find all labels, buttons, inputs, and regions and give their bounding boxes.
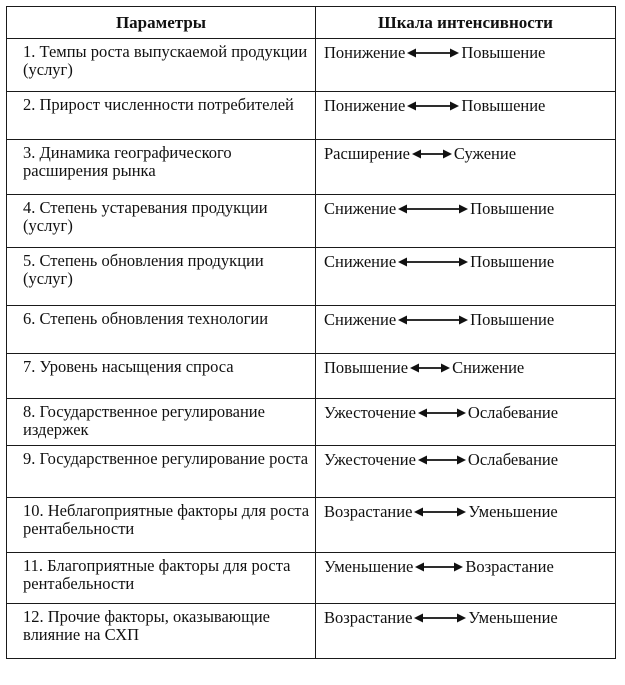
parameter-cell: 6. Степень обновления технологии [7,306,316,354]
intensity-scale-cell [316,446,616,498]
intensity-scale-cell [316,248,616,306]
scale-left-label: Ужесточение [324,450,416,469]
intensity-scale-cell [316,140,616,195]
double-headed-arrow-icon [412,148,452,160]
double-headed-arrow-icon [407,100,459,112]
intensity-scale-cell [316,498,616,553]
intensity-scale [324,358,613,378]
scale-right-label: Повышение [470,199,555,218]
parameter-cell: 1. Темпы роста выпускаемой продукции (услуг) [7,39,316,92]
parameter-cell: 2. Прирост численности потребителей [7,92,316,140]
double-headed-arrow-icon [398,314,468,326]
intensity-scale [324,557,613,577]
double-headed-arrow-icon [415,561,463,573]
scale-right-label: Повышение [461,96,546,115]
scale-right-label: Ослабевание [467,450,559,469]
table-row [7,92,616,140]
scale-right-label: Повышение [470,252,555,271]
double-headed-arrow-icon [410,362,450,374]
scale-right-label: Сужение [453,144,517,163]
table-row [7,498,616,553]
intensity-scale-cell [316,399,616,446]
intensity-scale [324,43,613,63]
table-row [7,399,616,446]
intensity-scale [324,252,613,272]
scale-left-label: Повышение [324,358,409,377]
intensity-scale [324,403,613,423]
intensity-scale-cell [316,195,616,248]
parameter-cell: 5. Степень обновления продукции (услуг) [7,248,316,306]
scale-left-label: Снижение [324,199,397,218]
table-row [7,248,616,306]
scale-left-label: Понижение [324,43,406,62]
document-page [6,6,615,678]
parameter-cell: 9. Государственное регулирование роста [7,446,316,498]
table-body [7,39,616,659]
scale-left-label: Расширение [324,144,410,163]
intensity-scale-cell [316,306,616,354]
double-headed-arrow-icon [414,612,466,624]
intensity-scale-cell [316,604,616,659]
scale-right-label: Уменьшение [468,502,558,521]
double-headed-arrow-icon [418,407,466,419]
scale-left-label: Возрастание [324,608,413,627]
double-headed-arrow-icon [398,203,468,215]
intensity-scale [324,608,613,628]
table-row [7,140,616,195]
intensity-scale-cell [316,92,616,140]
scale-right-label: Повышение [470,310,555,329]
scale-right-label: Снижение [452,358,525,377]
table-header-row [7,7,616,39]
double-headed-arrow-icon [418,454,466,466]
parameter-cell: 7. Уровень насыщения спроса [7,354,316,399]
parameter-cell: 12. Прочие факторы, оказывающие влияние на СХП [7,604,316,659]
parameter-cell: 11. Благоприятные факторы для роста рентабельности [7,553,316,604]
table-row [7,195,616,248]
scale-left-label: Снижение [324,252,397,271]
intensity-scale [324,199,613,219]
parameter-cell: 3. Динамика географического расширения рынка [7,140,316,195]
scale-right-label: Повышение [461,43,546,62]
double-headed-arrow-icon [398,256,468,268]
header-parameters: Параметры [7,7,316,39]
intensity-scale-cell [316,553,616,604]
scale-left-label: Понижение [324,96,406,115]
intensity-scale [324,450,613,470]
scale-left-label: Возрастание [324,502,413,521]
table-row [7,604,616,659]
scale-left-label: Снижение [324,310,397,329]
double-headed-arrow-icon [407,47,459,59]
intensity-scale-cell [316,39,616,92]
scale-right-label: Ослабевание [467,403,559,422]
intensity-scale [324,502,613,522]
intensity-scale-cell [316,354,616,399]
parameter-cell: 10. Неблагоприятные факторы для роста рентабельности [7,498,316,553]
table-row [7,306,616,354]
parameter-cell: 4. Степень устаревания продукции (услуг) [7,195,316,248]
table-row [7,553,616,604]
double-headed-arrow-icon [414,506,466,518]
table-row [7,354,616,399]
parameters-intensity-table [6,6,616,659]
intensity-scale [324,144,613,164]
table-row [7,39,616,92]
intensity-scale [324,96,613,116]
header-intensity-scale: Шкала интенсивности [316,7,616,39]
parameter-cell: 8. Государственное регулирование издержек [7,399,316,446]
scale-left-label: Ужесточение [324,403,416,422]
scale-right-label: Возрастание [465,557,554,576]
scale-right-label: Уменьшение [468,608,558,627]
intensity-scale [324,310,613,330]
table-row [7,446,616,498]
scale-left-label: Уменьшение [324,557,414,576]
